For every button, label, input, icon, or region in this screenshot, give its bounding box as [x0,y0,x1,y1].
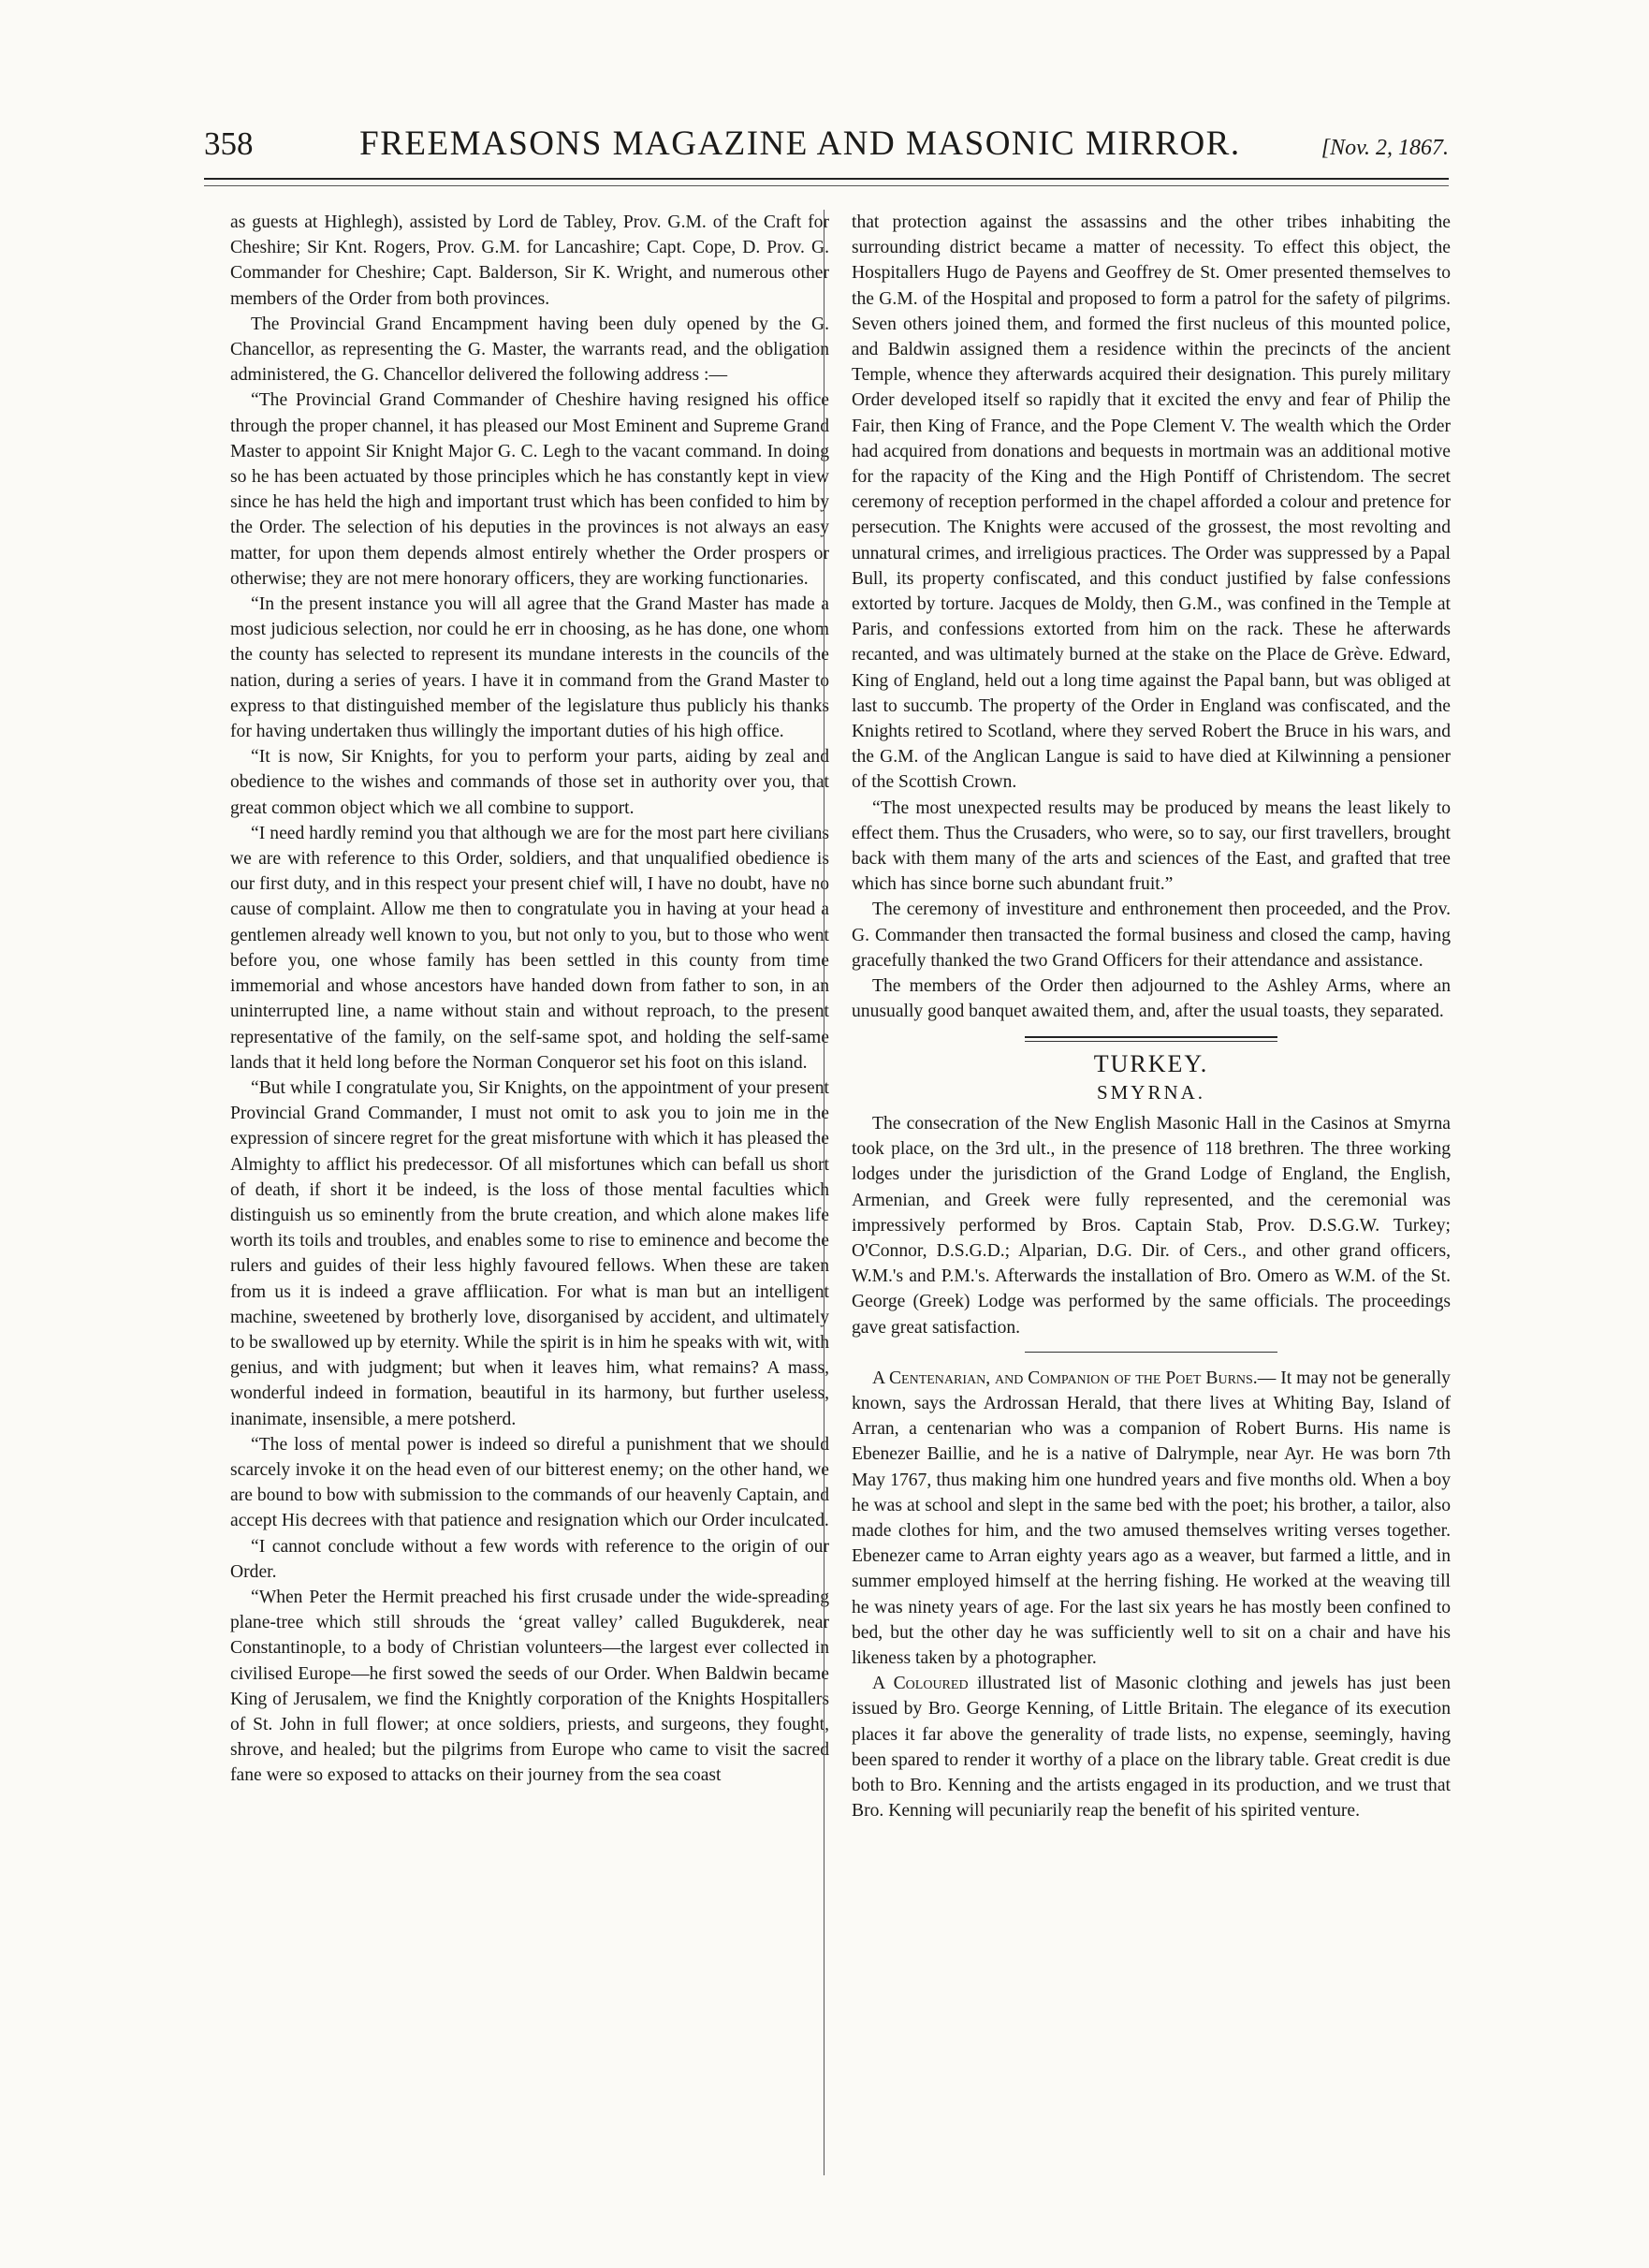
issue-date: [Nov. 2, 1867. [1321,136,1449,160]
article-paragraph: The members of the Order then adjourned to the Ashley Arms, where an unusually good banquet awaited them, and, after the usual toasts, they separated. [852,976,1451,1022]
article-paragraph: that protection against the assassins and the other tribes inhabiting the surrounding district became a matter of necessity. To effect this object, the Hospitallers Hugo de Payens and Geoffrey de St. Omer presented themselves to the G.M. of the Hospital and proposed to form a patrol for the safety of pilgrims. Seven others joined them, and formed the first nucleus of this mounted police, and Baldwin assigned them a residence within the precincts of the ancient Temple, whence they afterwards acquired their designation. This purely military Order developed itself so rapidly that it excited the envy and fear of Philip the Fair, then King of France, and the Pope Clement V. The wealth which the Order had acquired from donations and bequests in mortmain was an additional motive for the rapacity of the King and the High Pontiff of Christendom. The secret ceremony of reception performed in the chapel afforded a colour and pretence for persecution. The Knights were accused of the grossest, the most revolting and unnatural crimes, and irreligious practices. The Order was suppressed by a Papal Bull, its property confiscated, and this conduct justified by false confessions extorted by torture. Jacques de Moldy, then G.M., was confined in the Temple at Paris, and confessions extorted from him on the rack. These he afterwards recanted, and was ultimately burned at the stake on the Place de Grève. Edward, King of England, held out a long time against the Papal bann, but was obliged at last to succumb. The property of the Order in England was confiscated, and the Knights retired to Scotland, where they served Robert the Bruce in his wars, and the G.M. of the Anglican Langue is said to have died at Kilwinning a pensioner of the Scottish Crown. [852,212,1451,793]
article-paragraph: The Provincial Grand Encampment having been duly opened by the G. Chancellor, as representing the G. Master, the warrants read, and the obligation administered, the G. Chancellor delivered the following address :— [230,314,829,386]
burns-text: It may not be generally known, says the Ardrossan Herald, that there lives at Whiting Bay, Island of Arran, a centenarian who was a companion of Robert Burns. His name is Ebenezer Baillie, and he is a native of Dalrymple, near Ayr. He was born 7th May 1767, thus making him one hundred years and five months old. When a boy he was at school and slept in the same bed with the poet; his brother, a tailor, also made clothes for him, and the two amused themselves writing verses together. Ebenezer came to Arran eighty years ago as a weaver, but farmed a little, and in summer employed himself at the herring fishing. He worked at the weaving till he was ninety years of age. For the last six years he has mostly been confined to bed, but the other day he was sufficiently well to sit on a chair and have his likeness taken by a photographer. [852,1368,1451,1668]
article-paragraph: “I cannot conclude without a few words with reference to the origin of our Order. [230,1536,829,1582]
kenning-text: illustrated list of Masonic clothing and jewels has just been issued by Bro. George Kenning, of Little Britain. The elegance of its execution places it far above the generality of trade lists, no expense, seemingly, having been spared to render it worthy of a place on the library table. Great credit is due both to Bro. Kenning and the artists engaged in its production, and we trust that Bro. Kenning will pecuniarily reap the benefit of his spirited venture. [852,1674,1451,1822]
kenning-item [852,1671,1451,1823]
article-paragraph: “I need hardly remind you that although we are for the most part here civilians we are with reference to this Order, soldiers, and that unqualified obedience is our first duty, and in this respect your present chief will, I have no doubt, have no cause of complaint. Allow me then to congratulate you in having at your head a gentlemen already well known to you, but not only to you, but to those who went before you, one whose family has been settled in this county from time immemorial and whose ancestors have handed down from father to son, in an uninterrupted line, a name without stain and without reproach, to the present representative of the family, on the self-same spot, and holding the self-same lands that it held long before the Norman Conqueror set his foot on this island. [230,823,829,1073]
header-rule-thin [204,185,1449,186]
left-column [230,210,829,1789]
article-paragraph: “The most unexpected results may be produced by means the least likely to effect them. Thus the Crusaders, who were, so to say, our first travellers, brought back with them many of the arts and sciences of the East, and grafted that tree which has since borne such abundant fruit.” [852,797,1451,895]
article-paragraph: “In the present instance you will all agree that the Grand Master has made a most judicious selection, nor could he err in choosing, as he has done, one whom the county has selected to represent its mundane interests in the councils of the nation, during a series of years. I have it in command from the Grand Master to express to that distinguished member of the legislature thus publicly his thanks for having undertaken thus willingly the important duties of his high office. [230,594,829,742]
article-paragraph: “The Provincial Grand Commander of Cheshire having resigned his office through the proper channel, it has pleased our Most Eminent and Supreme Grand Master to appoint Sir Knight Major G. C. Legh to the vacant command. In doing so he has been actuated by those principles which he has constantly kept in view since he has held the high and important trust which has been confided to him by the Order. The selection of his deputies in the provinces is not always an easy matter, for upon them depends almost entirely whether the Order prospers or otherwise; they are not mere honorary officers, they are working functionaries. [230,390,829,589]
burns-item [852,1366,1451,1671]
kenning-lead: A Coloured [872,1674,969,1694]
smyrna-paragraph: The consecration of the New English Masonic Hall in the Casinos at Smyrna took place, on the 3rd ult., in the presence of 118 brethren. The three working lodges under the jurisdiction of the Grand Lodge of England, the English, Armenian, and Greek were fully represented, and the ceremonial was impressively performed by Bros. Captain Stab, Prov. D.S.G.W. Turkey; O'Connor, D.S.G.D.; Alparian, D.G. Dir. of Cers., and other grand officers, W.M.'s and P.M.'s. Afterwards the installation of Bro. Omero as W.M. of the St. George (Greek) Lodge was performed by the same officials. The proceedings gave great satisfaction. [852,1113,1451,1338]
article-paragraph: “When Peter the Hermit preached his first crusade under the wide-spreading plane-tree which still shrouds the ‘great valley’ called Bugukderek, near Constantinople, to a body of Christian volunteers—the largest ever collected in civilised Europe—he first sowed the seeds of our Order. When Baldwin became King of Jerusalem, we find the Knightly corporation of the Knights Hospitallers of St. John in full flower; at once soldiers, priests, and surgeons, they fought, shrove, and healed; but the pilgrims from Europe who came to visit the sacred fane were so exposed to attacks on their journey from the sea coast [230,1587,829,1786]
page-number: 358 [204,125,254,162]
article-paragraph: as guests at Highlegh), assisted by Lord de Tabley, Prov. G.M. of the Craft for Cheshire; Sir Knt. Rogers, Prov. G.M. for Lancashire; Capt. Cope, D. Prov. G. Commander for Cheshire; Capt. Balderson, Sir K. Wright, and numerous other members of the Order from both provinces. [230,212,829,309]
masthead-title: FREEMASONS MAGAZINE AND MASONIC MIRROR. [359,124,1241,163]
section-rule [1025,1036,1277,1042]
article-paragraph: “The loss of mental power is indeed so direful a punishment that we should scarcely invoke it on the head even of our bitterest enemy; on the other hand, we are bound to bow with submission to the commands of our heavenly Captain, and accept His decrees with that patience and resignation which our Order inculcated. [230,1434,829,1531]
article-paragraph: “It is now, Sir Knights, for you to perform your parts, aiding by zeal and obedience to the wishes and commands of those set in authority over you, that great common object which we all combine to support. [230,747,829,818]
burns-lead: A Centenarian, and Companion of the Poet Burns.— [872,1368,1277,1388]
header-rule [204,178,1449,180]
page-header [204,124,1449,180]
item-rule [1025,1352,1277,1353]
section-subtitle: SMYRNA. [1096,1080,1206,1104]
section-title: TURKEY. [1093,1049,1209,1077]
article-paragraph: The ceremony of investiture and enthronement then proceeded, and the Prov. G. Commander then transacted the formal business and closed the camp, having gracefully thanked the two Grand Officers for their attendance and assistance. [852,900,1451,971]
right-column [852,210,1451,1823]
article-paragraph: “But while I congratulate you, Sir Knights, on the appointment of your present Provincial Grand Commander, I must not omit to ask you to join me in the expression of sincere regret for the great misfortune with which it has pleased the Almighty to afflict his predecessor. Of all misfortunes which can befall us short of death, if short it be indeed, is the loss of those mental faculties which distinguish us so eminently from the brute creation, and which alone makes life worth its toils and troubles, and enables some to rise to eminence and become the rulers and guides of their less highly favoured fellows. When these are taken from us it is indeed a grave affliication. For what is man but an intelligent machine, sweetened by brotherly love, disorganised by accident, and ultimately to be swallowed up by eternity. While the spirit is in him he speaks with wit, with genius, and with judgment; but when it leaves him, what remains? A mass, wonderful indeed in formation, beautiful in its harmony, but further useless, inanimate, insensible, a mere potsherd. [230,1077,829,1429]
